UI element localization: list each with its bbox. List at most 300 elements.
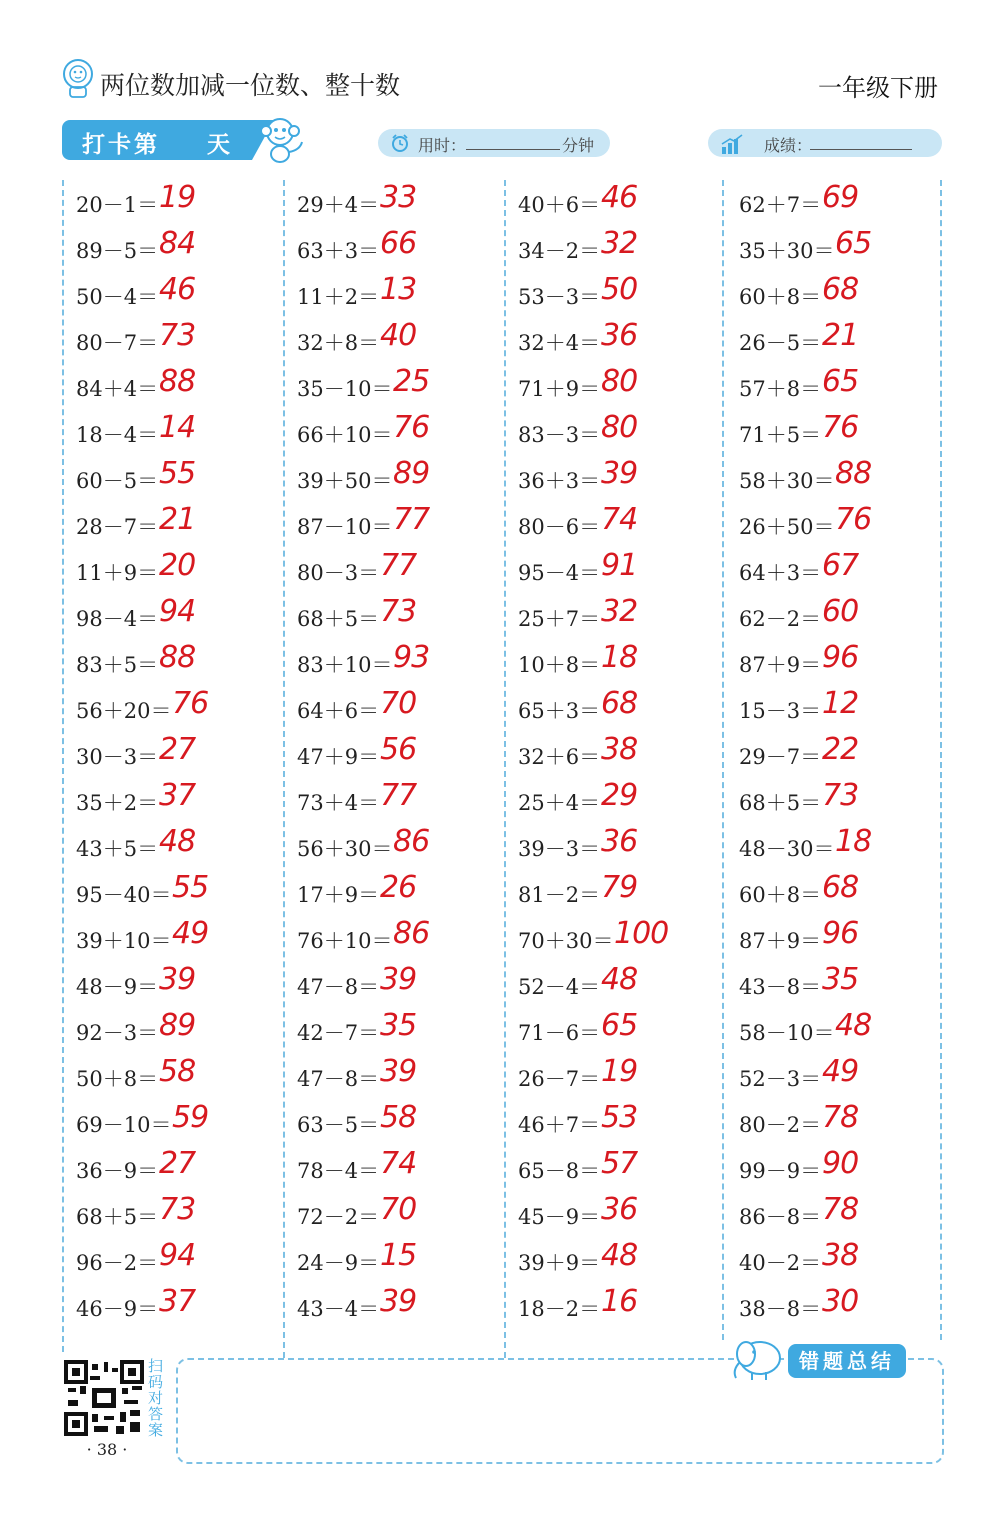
problem-answer[interactable]: 67: [822, 548, 859, 583]
problem-answer[interactable]: 27: [159, 1146, 196, 1181]
problem-answer[interactable]: 48: [835, 1008, 872, 1043]
problem-question: 96－2＝: [76, 1251, 159, 1275]
problem-answer[interactable]: 37: [159, 778, 196, 813]
problem-question: 43－8＝: [739, 975, 822, 999]
problem-answer[interactable]: 74: [380, 1146, 417, 1181]
problem-answer[interactable]: 53: [601, 1100, 638, 1135]
problem-question: 60＋8＝: [739, 285, 822, 309]
problem-row: [297, 226, 502, 272]
problem-question: 63－5＝: [297, 1113, 380, 1137]
problem-question: 35＋2＝: [76, 791, 159, 815]
problem-question: 70＋30＝: [518, 929, 614, 953]
problem-answer[interactable]: 36: [601, 1192, 638, 1227]
problem-answer[interactable]: 32: [601, 226, 638, 261]
problem-answer[interactable]: 89: [393, 456, 430, 491]
problem-question: 32＋6＝: [518, 745, 601, 769]
problem-row: [297, 502, 502, 548]
problem-answer[interactable]: 78: [822, 1100, 859, 1135]
problem-question: 46＋7＝: [518, 1113, 601, 1137]
problem-question: 17＋9＝: [297, 883, 380, 907]
problem-answer[interactable]: 86: [393, 916, 430, 951]
time-label: 用时：: [418, 136, 467, 155]
problem-row: [297, 778, 502, 824]
problem-answer[interactable]: 27: [159, 732, 196, 767]
problem-answer[interactable]: 32: [601, 594, 638, 629]
problem-question: 11＋9＝: [76, 561, 159, 585]
problem-row: [739, 1238, 939, 1284]
problem-answer[interactable]: 33: [380, 180, 417, 215]
problem-question: 73＋4＝: [297, 791, 380, 815]
problem-row: [518, 778, 720, 824]
problem-answer[interactable]: 19: [159, 180, 196, 215]
problem-question: 25＋7＝: [518, 607, 601, 631]
problem-question: 15－3＝: [739, 699, 822, 723]
problem-row: [518, 870, 720, 916]
problem-row: [739, 686, 939, 732]
problem-answer[interactable]: 93: [393, 640, 430, 675]
problem-answer[interactable]: 12: [822, 686, 859, 721]
problem-row: [739, 916, 939, 962]
problem-row: [739, 732, 939, 778]
problem-answer[interactable]: 35: [822, 962, 859, 997]
problem-question: 32＋4＝: [518, 331, 601, 355]
problem-row: [518, 686, 720, 732]
time-field: [378, 129, 610, 157]
problem-question: 43－4＝: [297, 1297, 380, 1321]
problem-answer[interactable]: 89: [159, 1008, 196, 1043]
problem-row: [739, 594, 939, 640]
problem-question: 78－4＝: [297, 1159, 380, 1183]
problem-answer[interactable]: 15: [380, 1238, 417, 1273]
problem-row: [739, 502, 939, 548]
problem-row: [297, 1284, 502, 1330]
problem-answer[interactable]: 86: [393, 824, 430, 859]
problem-row: [518, 1192, 720, 1238]
problem-question: 86－8＝: [739, 1205, 822, 1229]
score-label: 成绩：: [764, 136, 813, 155]
problem-answer[interactable]: 57: [601, 1146, 638, 1181]
problem-row: [739, 318, 939, 364]
problem-row: [297, 456, 502, 502]
problem-answer[interactable]: 48: [159, 824, 196, 859]
problem-question: 99－9＝: [739, 1159, 822, 1183]
problem-row: [76, 548, 281, 594]
problem-question: 46－9＝: [76, 1297, 159, 1321]
problem-question: 87＋9＝: [739, 653, 822, 677]
problem-row: [76, 916, 281, 962]
problem-row: [739, 1146, 939, 1192]
checkin-suffix: 天: [207, 132, 233, 158]
problem-row: [739, 272, 939, 318]
problem-answer[interactable]: 70: [380, 1192, 417, 1227]
problem-row: [518, 962, 720, 1008]
problem-answer[interactable]: 100: [614, 916, 669, 951]
problem-question: 43＋5＝: [76, 837, 159, 861]
problem-row: [76, 962, 281, 1008]
problem-row: [518, 594, 720, 640]
problem-question: 66＋10＝: [297, 423, 393, 447]
problem-answer[interactable]: 55: [172, 870, 209, 905]
problem-question: 47＋9＝: [297, 745, 380, 769]
problem-row: [297, 548, 502, 594]
problem-row: [518, 732, 720, 778]
problem-row: [518, 916, 720, 962]
problem-answer[interactable]: 14: [159, 410, 196, 445]
problem-question: 60－5＝: [76, 469, 159, 493]
problem-row: [76, 410, 281, 456]
problem-answer[interactable]: 39: [159, 962, 196, 997]
problem-question: 68＋5＝: [297, 607, 380, 631]
problem-row: [76, 1284, 281, 1330]
problem-question: 71＋5＝: [739, 423, 822, 447]
problem-question: 26－5＝: [739, 331, 822, 355]
problem-question: 65－8＝: [518, 1159, 601, 1183]
problem-question: 95－40＝: [76, 883, 172, 907]
problem-answer[interactable]: 38: [822, 1238, 859, 1273]
checkin-label: 打卡第: [82, 132, 160, 158]
problem-answer[interactable]: 94: [159, 594, 196, 629]
problem-question: 56＋30＝: [297, 837, 393, 861]
problem-row: [76, 824, 281, 870]
problem-answer[interactable]: 21: [822, 318, 859, 353]
problem-question: 50＋8＝: [76, 1067, 159, 1091]
problem-row: [739, 364, 939, 410]
problem-answer[interactable]: 66: [380, 226, 417, 261]
problem-question: 81－2＝: [518, 883, 601, 907]
mistake-summary-badge: 错题总结: [788, 1344, 906, 1378]
problem-row: [297, 1100, 502, 1146]
problem-answer[interactable]: 91: [601, 548, 638, 583]
problem-answer[interactable]: 76: [822, 410, 859, 445]
problem-row: [518, 640, 720, 686]
problem-answer[interactable]: 36: [601, 824, 638, 859]
problem-question: 64＋6＝: [297, 699, 380, 723]
problem-answer[interactable]: 73: [159, 1192, 196, 1227]
qr-code-icon[interactable]: [64, 1360, 144, 1436]
problem-row: [739, 1284, 939, 1330]
problem-row: [739, 640, 939, 686]
problem-answer[interactable]: 60: [822, 594, 859, 629]
problem-answer[interactable]: 29: [601, 778, 638, 813]
problem-question: 32＋8＝: [297, 331, 380, 355]
column-divider: [504, 180, 506, 1358]
problem-question: 26－7＝: [518, 1067, 601, 1091]
problem-question: 87＋9＝: [739, 929, 822, 953]
problem-question: 80－2＝: [739, 1113, 822, 1137]
problem-question: 57＋8＝: [739, 377, 822, 401]
problem-question: 76＋10＝: [297, 929, 393, 953]
problem-answer[interactable]: 65: [835, 226, 872, 261]
problem-answer[interactable]: 58: [159, 1054, 196, 1089]
problem-question: 87－10＝: [297, 515, 393, 539]
problem-row: [739, 962, 939, 1008]
problem-row: [518, 548, 720, 594]
problem-answer[interactable]: 22: [822, 732, 859, 767]
qr-caption: 扫码对答案: [148, 1357, 164, 1439]
problem-row: [297, 686, 502, 732]
problem-question: 83＋10＝: [297, 653, 393, 677]
checkin-banner: [62, 120, 252, 160]
problem-question: 10＋8＝: [518, 653, 601, 677]
problem-row: [739, 870, 939, 916]
problem-answer[interactable]: 77: [393, 502, 430, 537]
problem-question: 65＋3＝: [518, 699, 601, 723]
problem-row: [297, 364, 502, 410]
problem-answer[interactable]: 19: [601, 1054, 638, 1089]
problem-question: 80－6＝: [518, 515, 601, 539]
problem-answer[interactable]: 20: [159, 548, 196, 583]
problem-question: 20－1＝: [76, 193, 159, 217]
problem-row: [76, 732, 281, 778]
problem-answer[interactable]: 88: [835, 456, 872, 491]
problem-question: 83＋5＝: [76, 653, 159, 677]
problem-question: 39＋50＝: [297, 469, 393, 493]
problem-answer[interactable]: 69: [822, 180, 859, 215]
problem-answer[interactable]: 25: [393, 364, 430, 399]
problem-question: 63＋3＝: [297, 239, 380, 263]
problem-question: 18－2＝: [518, 1297, 601, 1321]
problem-row: [297, 180, 502, 226]
problem-answer[interactable]: 39: [380, 1284, 417, 1319]
problem-row: [297, 594, 502, 640]
problem-row: [297, 1146, 502, 1192]
problem-question: 48－30＝: [739, 837, 835, 861]
problem-answer[interactable]: 59: [172, 1100, 209, 1135]
problem-answer[interactable]: 90: [822, 1146, 859, 1181]
problem-question: 47－8＝: [297, 1067, 380, 1091]
problem-answer[interactable]: 78: [822, 1192, 859, 1227]
problem-question: 24－9＝: [297, 1251, 380, 1275]
problem-row: [518, 1100, 720, 1146]
problem-question: 56＋20＝: [76, 699, 172, 723]
problem-question: 69－10＝: [76, 1113, 172, 1137]
problem-answer[interactable]: 13: [380, 272, 417, 307]
problem-row: [76, 1054, 281, 1100]
problem-question: 60＋8＝: [739, 883, 822, 907]
column-divider: [722, 180, 724, 1340]
problem-answer[interactable]: 88: [159, 364, 196, 399]
problem-answer[interactable]: 68: [822, 870, 859, 905]
problem-question: 80－7＝: [76, 331, 159, 355]
problem-row: [518, 272, 720, 318]
problem-question: 71－6＝: [518, 1021, 601, 1045]
problem-row: [739, 1192, 939, 1238]
problem-answer[interactable]: 18: [835, 824, 872, 859]
problem-answer[interactable]: 76: [172, 686, 209, 721]
problem-answer[interactable]: 46: [601, 180, 638, 215]
problem-answer[interactable]: 58: [380, 1100, 417, 1135]
problem-question: 39＋10＝: [76, 929, 172, 953]
problem-row: [518, 410, 720, 456]
page-title: 两位数加减一位数、整十数: [100, 71, 401, 100]
problem-question: 35＋30＝: [739, 239, 835, 263]
problem-answer[interactable]: 94: [159, 1238, 196, 1273]
problem-row: [518, 318, 720, 364]
problem-answer[interactable]: 76: [835, 502, 872, 537]
problem-question: 35－10＝: [297, 377, 393, 401]
problem-answer[interactable]: 77: [380, 548, 417, 583]
problem-answer[interactable]: 65: [822, 364, 859, 399]
elephant-icon: [730, 1336, 790, 1382]
problem-question: 50－4＝: [76, 285, 159, 309]
problem-question: 98－4＝: [76, 607, 159, 631]
problem-row: [76, 226, 281, 272]
problem-question: 30－3＝: [76, 745, 159, 769]
problem-row: [518, 824, 720, 870]
problem-answer[interactable]: 70: [380, 686, 417, 721]
problem-row: [297, 824, 502, 870]
problem-answer[interactable]: 38: [601, 732, 638, 767]
problem-question: 62＋7＝: [739, 193, 822, 217]
problem-question: 36－9＝: [76, 1159, 159, 1183]
problem-question: 58－10＝: [739, 1021, 835, 1045]
problem-row: [739, 180, 939, 226]
problem-answer[interactable]: 73: [822, 778, 859, 813]
problem-answer[interactable]: 88: [159, 640, 196, 675]
problem-question: 48－9＝: [76, 975, 159, 999]
problem-answer[interactable]: 39: [601, 456, 638, 491]
column-divider: [62, 180, 64, 1352]
problem-question: 58＋30＝: [739, 469, 835, 493]
problem-row: [297, 1008, 502, 1054]
problem-row: [297, 962, 502, 1008]
problem-answer[interactable]: 35: [380, 1008, 417, 1043]
problem-column-3: [518, 180, 720, 1330]
problem-answer[interactable]: 56: [380, 732, 417, 767]
column-divider: [283, 180, 285, 1358]
problem-question: 80－3＝: [297, 561, 380, 585]
problem-answer[interactable]: 65: [601, 1008, 638, 1043]
problem-row: [518, 1284, 720, 1330]
problem-answer[interactable]: 16: [601, 1284, 638, 1319]
problem-column-1: [76, 180, 281, 1330]
problem-row: [518, 226, 720, 272]
time-blank[interactable]: [466, 149, 560, 150]
problem-answer[interactable]: 39: [380, 962, 417, 997]
problem-row: [297, 1238, 502, 1284]
problem-row: [297, 1054, 502, 1100]
problem-question: 95－4＝: [518, 561, 601, 585]
problem-answer[interactable]: 73: [159, 318, 196, 353]
problem-question: 40－2＝: [739, 1251, 822, 1275]
grade-label: 一年级下册: [818, 74, 938, 102]
problem-question: 52－4＝: [518, 975, 601, 999]
score-blank[interactable]: [810, 149, 912, 150]
column-divider: [940, 180, 942, 1340]
problem-answer[interactable]: 77: [380, 778, 417, 813]
problem-answer[interactable]: 49: [172, 916, 209, 951]
problem-row: [76, 180, 281, 226]
problem-row: [76, 1146, 281, 1192]
problem-row: [76, 640, 281, 686]
problem-row: [76, 778, 281, 824]
problem-question: 39＋9＝: [518, 1251, 601, 1275]
problem-question: 72－2＝: [297, 1205, 380, 1229]
problem-answer[interactable]: 76: [393, 410, 430, 445]
problem-answer[interactable]: 73: [380, 594, 417, 629]
problem-answer[interactable]: 96: [822, 916, 859, 951]
problem-row: [76, 456, 281, 502]
problem-row: [297, 916, 502, 962]
problem-row: [297, 732, 502, 778]
problem-answer[interactable]: 37: [159, 1284, 196, 1319]
problem-row: [739, 456, 939, 502]
problem-answer[interactable]: 80: [601, 364, 638, 399]
problem-answer[interactable]: 49: [822, 1054, 859, 1089]
problem-answer[interactable]: 30: [822, 1284, 859, 1319]
problem-answer[interactable]: 96: [822, 640, 859, 675]
problem-row: [518, 1008, 720, 1054]
problem-answer[interactable]: 68: [822, 272, 859, 307]
problem-row: [739, 548, 939, 594]
problem-row: [76, 1238, 281, 1284]
problem-answer[interactable]: 74: [601, 502, 638, 537]
problem-question: 92－3＝: [76, 1021, 159, 1045]
problem-answer[interactable]: 36: [601, 318, 638, 353]
problem-question: 29＋4＝: [297, 193, 380, 217]
monkey-mascot-icon: [256, 114, 308, 164]
problem-answer[interactable]: 39: [380, 1054, 417, 1089]
problem-question: 39－3＝: [518, 837, 601, 861]
problem-question: 64＋3＝: [739, 561, 822, 585]
problem-answer[interactable]: 84: [159, 226, 196, 261]
problem-row: [297, 640, 502, 686]
page-number: · 38 ·: [86, 1440, 128, 1459]
problem-row: [518, 456, 720, 502]
problem-answer[interactable]: 46: [159, 272, 196, 307]
problem-answer[interactable]: 68: [601, 686, 638, 721]
bar-chart-icon: [720, 133, 746, 155]
problem-answer[interactable]: 79: [601, 870, 638, 905]
problem-question: 53－3＝: [518, 285, 601, 309]
problem-question: 52－3＝: [739, 1067, 822, 1091]
problem-row: [518, 1146, 720, 1192]
problem-row: [76, 594, 281, 640]
problem-question: 25＋4＝: [518, 791, 601, 815]
problem-row: [76, 1192, 281, 1238]
problem-answer[interactable]: 50: [601, 272, 638, 307]
problem-answer[interactable]: 48: [601, 1238, 638, 1273]
problem-question: 45－9＝: [518, 1205, 601, 1229]
problem-row: [518, 502, 720, 548]
score-field: [708, 129, 942, 157]
problem-answer[interactable]: 21: [159, 502, 196, 537]
problem-question: 29－7＝: [739, 745, 822, 769]
problem-row: [739, 1008, 939, 1054]
problem-question: 34－2＝: [518, 239, 601, 263]
problem-question: 84＋4＝: [76, 377, 159, 401]
problem-answer[interactable]: 18: [601, 640, 638, 675]
alarm-clock-icon: [390, 133, 410, 153]
problem-answer[interactable]: 26: [380, 870, 417, 905]
problem-question: 11＋2＝: [297, 285, 380, 309]
problem-row: [518, 1054, 720, 1100]
problem-question: 40＋6＝: [518, 193, 601, 217]
problem-question: 42－7＝: [297, 1021, 380, 1045]
problem-row: [297, 318, 502, 364]
problem-row: [76, 364, 281, 410]
lion-logo-icon: [60, 58, 96, 100]
problem-row: [297, 410, 502, 456]
problem-answer[interactable]: 48: [601, 962, 638, 997]
problem-row: [76, 272, 281, 318]
problem-answer[interactable]: 55: [159, 456, 196, 491]
problem-question: 28－7＝: [76, 515, 159, 539]
problem-question: 83－3＝: [518, 423, 601, 447]
problem-row: [739, 778, 939, 824]
problem-answer[interactable]: 80: [601, 410, 638, 445]
problem-answer[interactable]: 40: [380, 318, 417, 353]
